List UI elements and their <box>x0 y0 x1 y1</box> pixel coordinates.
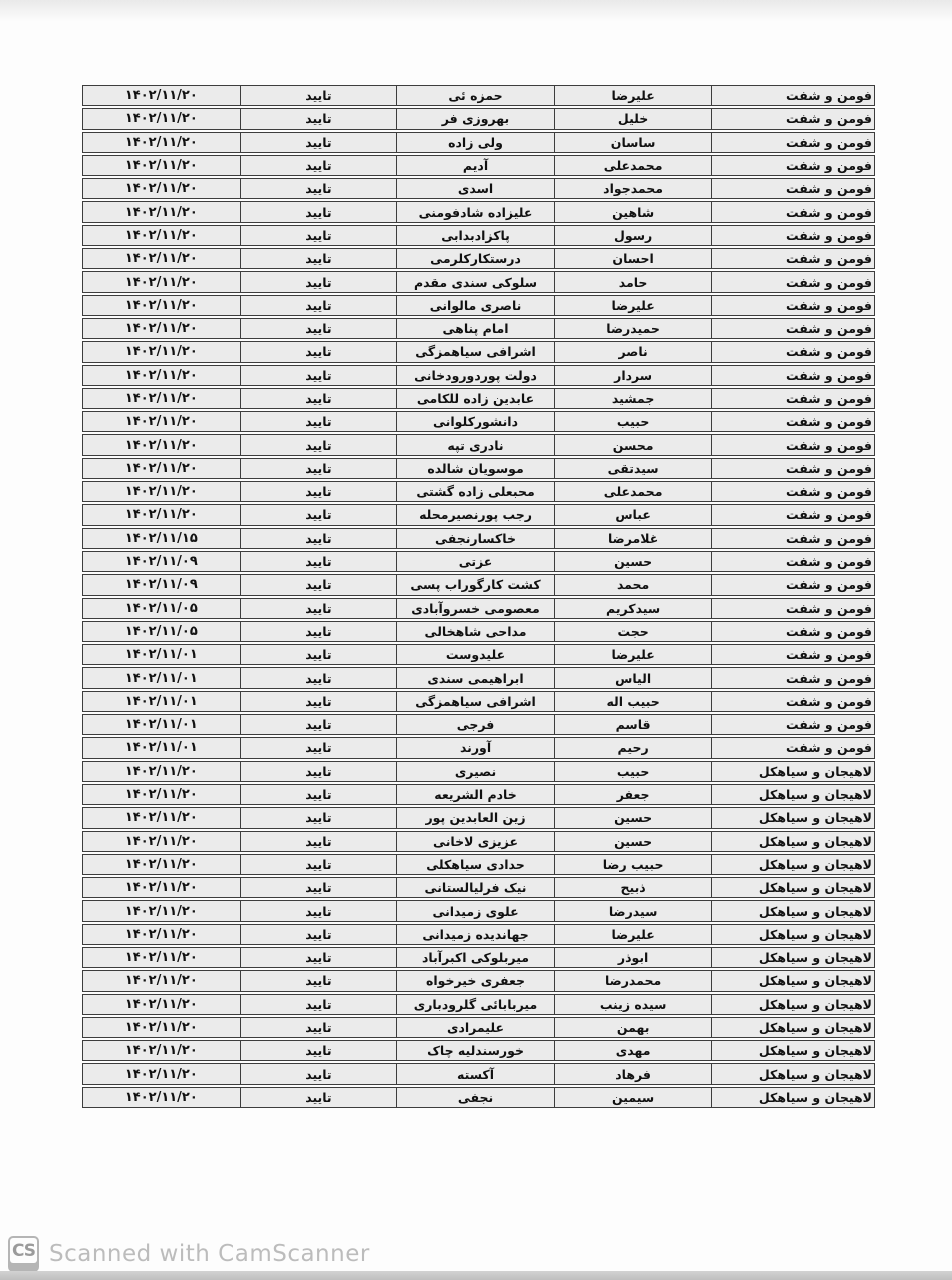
cell-first-name: ساسان <box>554 133 712 152</box>
cell-date: ۱۴۰۲/۱۱/۲۰ <box>124 274 198 290</box>
cell-status: تایید <box>240 296 397 315</box>
cell-status: تایید <box>240 832 397 851</box>
cell-date: ۱۴۰۲/۱۱/۲۰ <box>124 1089 198 1105</box>
cell-last-name: نادری تپه <box>396 435 554 454</box>
cell-status: تایید <box>240 1088 397 1107</box>
cell-date: ۱۴۰۲/۱۱/۱۵ <box>124 530 198 546</box>
cell-first-name: سیده زینب <box>554 995 712 1014</box>
cell-date: ۱۴۰۲/۱۱/۲۰ <box>124 787 198 803</box>
cell-last-name: علیمرادی <box>396 1018 554 1037</box>
cell-status: تایید <box>240 622 397 641</box>
cell-date: ۱۴۰۲/۱۱/۲۰ <box>124 484 198 500</box>
cell-last-name: ناصری مالوانی <box>396 296 554 315</box>
table-row <box>82 784 875 805</box>
table-row <box>82 388 875 409</box>
cell-last-name: دولت پوردورودخانی <box>396 366 554 385</box>
cell-last-name: حمزه ئی <box>396 86 554 105</box>
cell-first-name: فرهاد <box>554 1064 712 1083</box>
cell-first-name: شاهین <box>554 202 712 221</box>
cell-region: فومن و شفت <box>711 389 874 408</box>
cell-status: تایید <box>240 1041 397 1060</box>
table-row <box>82 504 875 525</box>
cell-last-name: خاکسارنجفی <box>396 529 554 548</box>
table-row <box>82 714 875 735</box>
cell-status: تایید <box>240 971 397 990</box>
cell-date: ۱۴۰۲/۱۱/۲۰ <box>124 367 198 383</box>
table-row <box>82 854 875 875</box>
table-row <box>82 1087 875 1108</box>
cell-last-name: نصیری <box>396 762 554 781</box>
cell-date: ۱۴۰۲/۱۱/۰۵ <box>124 600 198 616</box>
cell-date: ۱۴۰۲/۱۱/۰۱ <box>124 693 198 709</box>
cell-last-name: خورسندلیه چاک <box>396 1041 554 1060</box>
cell-last-name: دانشورکلوانی <box>396 412 554 431</box>
cell-last-name: میربابائی گلرودباری <box>396 995 554 1014</box>
cell-region: فومن و شفت <box>711 109 874 128</box>
cell-last-name: ولی زاده <box>396 133 554 152</box>
cell-status: تایید <box>240 995 397 1014</box>
cell-date: ۱۴۰۲/۱۱/۰۱ <box>124 740 198 756</box>
cell-last-name: معصومی خسروآبادی <box>396 599 554 618</box>
cell-first-name: مهدی <box>554 1041 712 1060</box>
cell-first-name: محسن <box>554 435 712 454</box>
cell-region: لاهیجان و سیاهکل <box>711 762 874 781</box>
cell-last-name: جعفری خیرخواه <box>396 971 554 990</box>
table-row <box>82 341 875 362</box>
cell-status: تایید <box>240 668 397 687</box>
cell-first-name: احسان <box>554 249 712 268</box>
cell-status: تایید <box>240 342 397 361</box>
cell-date: ۱۴۰۲/۱۱/۲۰ <box>124 251 198 267</box>
cell-last-name: رجب پورنصیرمحله <box>396 505 554 524</box>
table-row <box>82 994 875 1015</box>
cell-last-name: آکسته <box>396 1064 554 1083</box>
cell-region: لاهیجان و سیاهکل <box>711 948 874 967</box>
cell-last-name: بهروزی فر <box>396 109 554 128</box>
cell-status: تایید <box>240 878 397 897</box>
cell-date: ۱۴۰۲/۱۱/۲۰ <box>124 181 198 197</box>
cell-first-name: علیرضا <box>554 925 712 944</box>
cell-status: تایید <box>240 156 397 175</box>
cell-first-name: محمدجواد <box>554 179 712 198</box>
cell-date: ۱۴۰۲/۱۱/۲۰ <box>124 1020 198 1036</box>
cell-last-name: اشرافی سیاهمزگی <box>396 692 554 711</box>
cell-first-name: محمدعلی <box>554 156 712 175</box>
cell-first-name: حبیب <box>554 762 712 781</box>
camscanner-logo-icon <box>8 1236 39 1272</box>
cell-region: لاهیجان و سیاهکل <box>711 1088 874 1107</box>
cell-first-name: الیاس <box>554 668 712 687</box>
cell-first-name: ذبیح <box>554 878 712 897</box>
cell-first-name: غلامرضا <box>554 529 712 548</box>
cell-status: تایید <box>240 575 397 594</box>
cell-status: تایید <box>240 202 397 221</box>
cell-date: ۱۴۰۲/۱۱/۰۹ <box>124 577 198 593</box>
table-row <box>82 924 875 945</box>
cell-date: ۱۴۰۲/۱۱/۲۰ <box>124 926 198 942</box>
cell-first-name: حمیدرضا <box>554 319 712 338</box>
cell-region: لاهیجان و سیاهکل <box>711 1064 874 1083</box>
cell-region: فومن و شفت <box>711 86 874 105</box>
records-table <box>82 85 875 1108</box>
table-row <box>82 434 875 455</box>
cell-region: فومن و شفت <box>711 342 874 361</box>
cell-region: فومن و شفت <box>711 296 874 315</box>
cell-region: فومن و شفت <box>711 133 874 152</box>
cell-last-name: کشت کارگوراب پسی <box>396 575 554 594</box>
cell-status: تایید <box>240 948 397 967</box>
cell-first-name: علیرضا <box>554 645 712 664</box>
cell-region: فومن و شفت <box>711 202 874 221</box>
table-row <box>82 528 875 549</box>
cell-date: ۱۴۰۲/۱۱/۲۰ <box>124 227 198 243</box>
cell-first-name: جمشید <box>554 389 712 408</box>
cell-first-name: سیدکریم <box>554 599 712 618</box>
cell-region: فومن و شفت <box>711 249 874 268</box>
cell-first-name: عباس <box>554 505 712 524</box>
cell-region: فومن و شفت <box>711 226 874 245</box>
cell-date: ۱۴۰۲/۱۱/۰۵ <box>124 623 198 639</box>
table-row <box>82 85 875 106</box>
cell-first-name: سیمین <box>554 1088 712 1107</box>
cell-status: تایید <box>240 459 397 478</box>
cell-date: ۱۴۰۲/۱۱/۲۰ <box>124 880 198 896</box>
cell-last-name: امام پناهی <box>396 319 554 338</box>
cell-date: ۱۴۰۲/۱۱/۰۱ <box>124 717 198 733</box>
table-row <box>82 132 875 153</box>
cell-last-name: زین العابدین پور <box>396 808 554 827</box>
table-row <box>82 271 875 292</box>
cell-date: ۱۴۰۲/۱۱/۲۰ <box>124 297 198 313</box>
cell-last-name: علوی زمیدانی <box>396 901 554 920</box>
cell-first-name: حسین <box>554 832 712 851</box>
cell-status: تایید <box>240 785 397 804</box>
table-row <box>82 225 875 246</box>
cell-date: ۱۴۰۲/۱۱/۲۰ <box>124 158 198 174</box>
cell-last-name: نجفی <box>396 1088 554 1107</box>
cell-last-name: خادم الشریعه <box>396 785 554 804</box>
cell-date: ۱۴۰۲/۱۱/۲۰ <box>124 391 198 406</box>
table-row <box>82 1063 875 1084</box>
cell-last-name: ابراهیمی سندی <box>396 668 554 687</box>
cell-date: ۱۴۰۲/۱۱/۲۰ <box>124 1066 198 1082</box>
cell-region: لاهیجان و سیاهکل <box>711 878 874 897</box>
cell-status: تایید <box>240 272 397 291</box>
table-row <box>82 108 875 129</box>
cell-status: تایید <box>240 645 397 664</box>
cell-first-name: حسین <box>554 552 712 571</box>
cell-status: تایید <box>240 109 397 128</box>
cell-status: تایید <box>240 249 397 268</box>
cell-region: لاهیجان و سیاهکل <box>711 925 874 944</box>
table-row <box>82 155 875 176</box>
cell-last-name: اشرافی سیاهمزگی <box>396 342 554 361</box>
cell-region: فومن و شفت <box>711 529 874 548</box>
cell-date: ۱۴۰۲/۱۱/۰۱ <box>124 647 198 663</box>
cell-last-name: میربلوکی اکبرآباد <box>396 948 554 967</box>
table-row <box>82 178 875 199</box>
cell-date: ۱۴۰۲/۱۱/۲۰ <box>124 111 198 127</box>
cell-first-name: سیدتقی <box>554 459 712 478</box>
cell-region: فومن و شفت <box>711 272 874 291</box>
cell-first-name: علیرضا <box>554 296 712 315</box>
cell-region: لاهیجان و سیاهکل <box>711 785 874 804</box>
cell-status: تایید <box>240 366 397 385</box>
cell-first-name: حبیب اله <box>554 692 712 711</box>
cell-region: لاهیجان و سیاهکل <box>711 832 874 851</box>
cell-last-name: آورند <box>396 738 554 757</box>
cell-last-name: مداحی شاهخالی <box>396 622 554 641</box>
cell-region: فومن و شفت <box>711 668 874 687</box>
cell-first-name: محمدرضا <box>554 971 712 990</box>
cell-region: فومن و شفت <box>711 156 874 175</box>
table-row <box>82 201 875 222</box>
cell-last-name: حدادی سیاهکلی <box>396 855 554 874</box>
table-row <box>82 481 875 502</box>
cell-status: تایید <box>240 1018 397 1037</box>
cell-first-name: سردار <box>554 366 712 385</box>
cell-date: ۱۴۰۲/۱۱/۰۹ <box>124 554 198 570</box>
cell-last-name: عزتی <box>396 552 554 571</box>
table-row <box>82 1040 875 1061</box>
cell-last-name: موسویان شالده <box>396 459 554 478</box>
table-row <box>82 877 875 898</box>
table-row <box>82 621 875 642</box>
cell-first-name: بهمن <box>554 1018 712 1037</box>
table-row <box>82 551 875 572</box>
cell-region: فومن و شفت <box>711 412 874 431</box>
camscanner-watermark <box>8 1236 370 1272</box>
cell-last-name: عابدین زاده للکامی <box>396 389 554 408</box>
table-row <box>82 667 875 688</box>
cell-region: فومن و شفت <box>711 622 874 641</box>
cell-date: ۱۴۰۲/۱۱/۲۰ <box>124 507 198 523</box>
cell-region: فومن و شفت <box>711 482 874 501</box>
cell-status: تایید <box>240 482 397 501</box>
cell-status: تایید <box>240 715 397 734</box>
cell-last-name: نیک فرلیالستانی <box>396 878 554 897</box>
camscanner-logo-text: CS <box>10 1238 37 1263</box>
cell-status: تایید <box>240 529 397 548</box>
table-row <box>82 691 875 712</box>
cell-status: تایید <box>240 226 397 245</box>
cell-region: فومن و شفت <box>711 179 874 198</box>
cell-region: فومن و شفت <box>711 435 874 454</box>
cell-status: تایید <box>240 179 397 198</box>
cell-first-name: ابوذر <box>554 948 712 967</box>
cell-last-name: علیدوست <box>396 645 554 664</box>
cell-region: فومن و شفت <box>711 366 874 385</box>
cell-first-name: قاسم <box>554 715 712 734</box>
cell-status: تایید <box>240 86 397 105</box>
cell-status: تایید <box>240 692 397 711</box>
table-row <box>82 900 875 921</box>
cell-status: تایید <box>240 855 397 874</box>
table-row <box>82 598 875 619</box>
cell-date: ۱۴۰۲/۱۱/۲۰ <box>124 437 198 453</box>
cell-date: ۱۴۰۲/۱۱/۲۰ <box>124 973 198 989</box>
cell-region: لاهیجان و سیاهکل <box>711 808 874 827</box>
table-row <box>82 295 875 316</box>
cell-date: ۱۴۰۲/۱۱/۲۰ <box>124 1043 198 1059</box>
cell-status: تایید <box>240 901 397 920</box>
cell-date: ۱۴۰۲/۱۱/۲۰ <box>124 810 198 826</box>
watermark-label: Scanned with CamScanner <box>49 1241 370 1267</box>
cell-status: تایید <box>240 1064 397 1083</box>
cell-first-name: علیرضا <box>554 86 712 105</box>
cell-region: فومن و شفت <box>711 505 874 524</box>
cell-region: لاهیجان و سیاهکل <box>711 1041 874 1060</box>
table-row <box>82 458 875 479</box>
table-row <box>82 318 875 339</box>
cell-first-name: حسین <box>554 808 712 827</box>
table-row <box>82 947 875 968</box>
cell-region: فومن و شفت <box>711 575 874 594</box>
table-row <box>82 737 875 758</box>
cell-date: ۱۴۰۲/۱۱/۲۰ <box>124 460 198 476</box>
cell-region: فومن و شفت <box>711 738 874 757</box>
cell-status: تایید <box>240 133 397 152</box>
scan-bottom-shadow <box>0 1271 952 1280</box>
cell-date: ۱۴۰۲/۱۱/۲۰ <box>124 414 198 430</box>
cell-status: تایید <box>240 762 397 781</box>
table-row <box>82 761 875 782</box>
cell-last-name: جهاندیده زمیدانی <box>396 925 554 944</box>
cell-date: ۱۴۰۲/۱۱/۲۰ <box>124 321 198 337</box>
cell-status: تایید <box>240 925 397 944</box>
cell-last-name: درستکارکلرمی <box>396 249 554 268</box>
cell-status: تایید <box>240 552 397 571</box>
cell-status: تایید <box>240 412 397 431</box>
cell-date: ۱۴۰۲/۱۱/۲۰ <box>124 950 198 966</box>
cell-date: ۱۴۰۲/۱۱/۲۰ <box>124 344 198 360</box>
cell-status: تایید <box>240 319 397 338</box>
cell-last-name: اسدی <box>396 179 554 198</box>
cell-region: فومن و شفت <box>711 645 874 664</box>
cell-region: لاهیجان و سیاهکل <box>711 1018 874 1037</box>
table-row <box>82 248 875 269</box>
cell-first-name: حجت <box>554 622 712 641</box>
cell-region: فومن و شفت <box>711 599 874 618</box>
cell-last-name: سلوکی سندی مقدم <box>396 272 554 291</box>
cell-status: تایید <box>240 505 397 524</box>
table-row <box>82 807 875 828</box>
cell-last-name: علیزاده شادفومنی <box>396 202 554 221</box>
table-row <box>82 365 875 386</box>
cell-date: ۱۴۰۲/۱۱/۲۰ <box>124 88 198 104</box>
cell-status: تایید <box>240 808 397 827</box>
cell-last-name: آدیم <box>396 156 554 175</box>
cell-first-name: ناصر <box>554 342 712 361</box>
cell-date: ۱۴۰۲/۱۱/۲۰ <box>124 903 198 919</box>
cell-date: ۱۴۰۲/۱۱/۲۰ <box>124 856 198 872</box>
cell-first-name: حبیب رضا <box>554 855 712 874</box>
cell-last-name: محبعلی زاده گشتی <box>396 482 554 501</box>
cell-first-name: محمد <box>554 575 712 594</box>
cell-first-name: سیدرضا <box>554 901 712 920</box>
table-row <box>82 574 875 595</box>
cell-first-name: رسول <box>554 226 712 245</box>
cell-region: فومن و شفت <box>711 459 874 478</box>
cell-region: لاهیجان و سیاهکل <box>711 855 874 874</box>
table-row <box>82 644 875 665</box>
cell-last-name: پاکزادبدابی <box>396 226 554 245</box>
cell-region: فومن و شفت <box>711 715 874 734</box>
cell-date: ۱۴۰۲/۱۱/۲۰ <box>124 134 198 150</box>
cell-first-name: جعفر <box>554 785 712 804</box>
cell-date: ۱۴۰۲/۱۱/۲۰ <box>124 763 198 779</box>
scan-top-shadow <box>0 0 952 22</box>
cell-first-name: حامد <box>554 272 712 291</box>
cell-date: ۱۴۰۲/۱۱/۰۱ <box>124 670 198 686</box>
table-row <box>82 411 875 432</box>
cell-first-name: رحیم <box>554 738 712 757</box>
cell-date: ۱۴۰۲/۱۱/۲۰ <box>124 833 198 849</box>
cell-region: لاهیجان و سیاهکل <box>711 995 874 1014</box>
cell-first-name: خلیل <box>554 109 712 128</box>
cell-date: ۱۴۰۲/۱۱/۲۰ <box>124 996 198 1012</box>
cell-status: تایید <box>240 389 397 408</box>
cell-region: لاهیجان و سیاهکل <box>711 971 874 990</box>
cell-region: لاهیجان و سیاهکل <box>711 901 874 920</box>
cell-last-name: عزیزی لاخانی <box>396 832 554 851</box>
table-row <box>82 1017 875 1038</box>
cell-date: ۱۴۰۲/۱۱/۲۰ <box>124 204 198 220</box>
cell-region: فومن و شفت <box>711 319 874 338</box>
cell-status: تایید <box>240 599 397 618</box>
cell-status: تایید <box>240 738 397 757</box>
cell-last-name: فرجی <box>396 715 554 734</box>
table-row <box>82 970 875 991</box>
cell-first-name: محمدعلی <box>554 482 712 501</box>
cell-region: فومن و شفت <box>711 692 874 711</box>
cell-region: فومن و شفت <box>711 552 874 571</box>
cell-first-name: حبیب <box>554 412 712 431</box>
cell-status: تایید <box>240 435 397 454</box>
table-row <box>82 831 875 852</box>
